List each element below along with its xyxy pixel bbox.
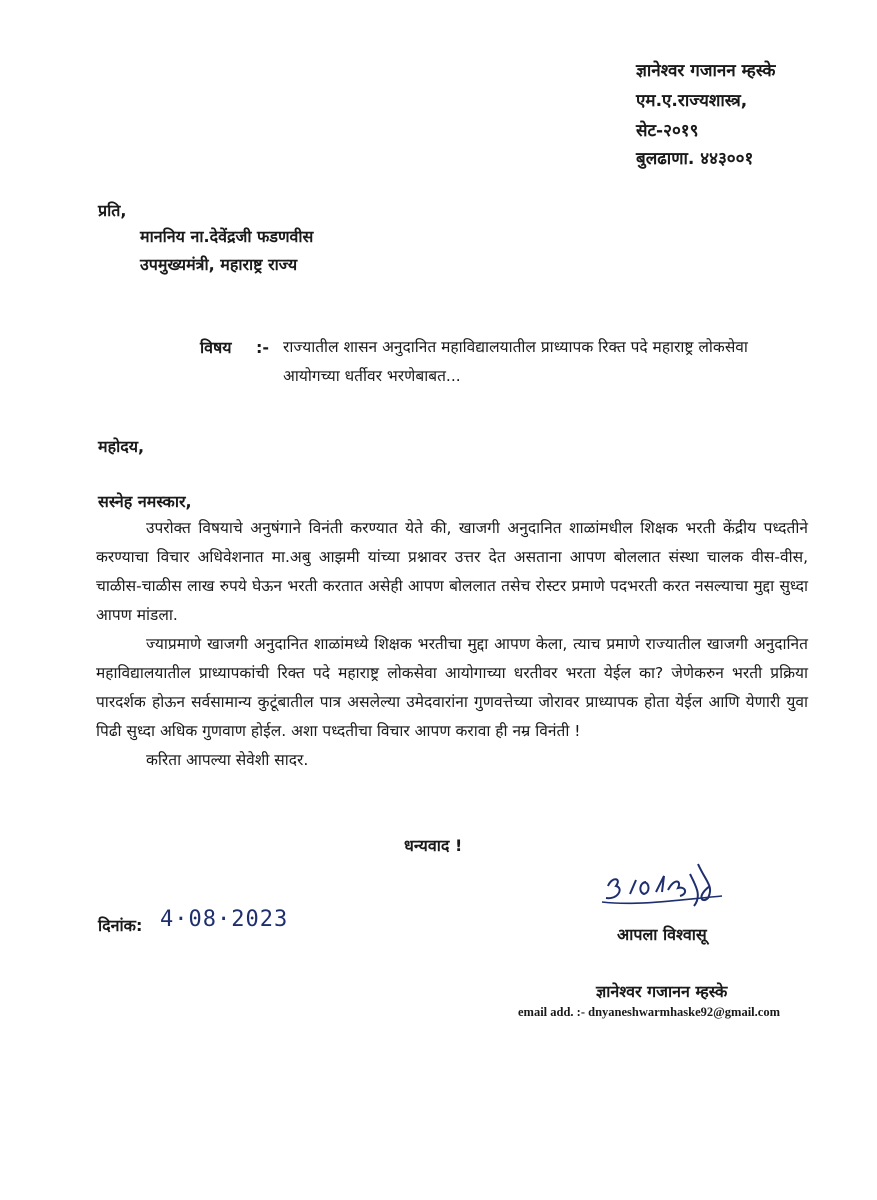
- paragraph-1-text: उपरोक्त विषयाचे अनुषंगाने विनंती करण्यात येते की, खाजगी अनुदानित शाळांमधील शिक्षक भरती केंद्रीय पध्दतीने करण्याचा विचार अधिवेशनात मा.अबु आझमी यांच्या प्रश्नावर उत्तर देत असताना आपण बोललात संस्था चालक वीस-वीस, चाळीस-चाळीस लाख रुपये घेऊन भरती करतात असेही आपण बोललात तसेच रोस्टर प्रमाणे पदभरती करत नसल्याचा मुद्दा सुध्दा आपण मांडला.: [96, 519, 808, 624]
- sender-address: बुलढाणा. ४४३००१: [636, 149, 754, 169]
- greeting: महोदय,: [98, 437, 145, 456]
- thanks: धन्यवाद !: [404, 836, 463, 855]
- subject-separator: :-: [256, 338, 270, 357]
- subject-line-1: राज्यातील शासन अनुदानित महाविद्यालयातील प्राध्यापक रिक्त पदे महाराष्ट्र लोकसेवा: [283, 338, 748, 356]
- date-value: 4·08·2023: [160, 907, 289, 932]
- signature-image: [598, 856, 728, 916]
- subject-label: विषय: [200, 338, 232, 357]
- yours-faithfully: आपला विश्वासू: [617, 925, 707, 944]
- paragraph-1: [96, 514, 808, 630]
- recipient-name: माननिय ना.देवेंद्रजी फडणवीस: [140, 227, 314, 246]
- closing-line: करिता आपल्या सेवेशी सादर.: [146, 751, 309, 769]
- recipient-designation: उपमुख्यमंत्री, महाराष्ट्र राज्य: [140, 255, 298, 274]
- date-label: दिनांक:: [98, 916, 143, 935]
- paragraph-2-text: ज्याप्रमाणे खाजगी अनुदानित शाळांमध्ये शिक्षक भरतीचा मुद्दा आपण केला, त्याच प्रमाणे राज्यातील खाजगी अनुदानित महाविद्यालयातील प्राध्यापकांची रिक्त पदे महाराष्ट्र लोकसेवा आयोगाच्या धरतीवर भरता येईल का? जेणेकरुन भरती प्रक्रिया पारदर्शक होऊन सर्वसामान्य कुटूंबातील पात्र असलेल्या उमेदवारांना गुणवत्तेच्या जोरावर प्राध्यापक होता येईल आणि येणारी युवा पिढी सुध्दा अधिक गुणवाण होईल. अशा पध्दतीचा विचार आपण करावा ही नम्र विनंती !: [96, 635, 808, 740]
- email-line: email add. :- dnyaneshwarmhaske92@gmail.com: [518, 1005, 780, 1019]
- to-label: प्रति,: [98, 201, 127, 220]
- namaskar: सस्नेह नमस्कार,: [98, 492, 192, 511]
- sender-name: ज्ञानेश्वर गजानन म्हस्के: [636, 61, 776, 81]
- sender-exam: सेट-२०१९: [636, 121, 699, 141]
- sender-qualification: एम.ए.राज्यशास्त्र,: [636, 91, 748, 111]
- signatory-name: ज्ञानेश्वर गजानन म्हस्के: [596, 982, 728, 1001]
- subject-line-2: आयोगच्या धर्तीवर भरणेबाबत...: [283, 367, 461, 385]
- paragraph-2: [96, 630, 808, 746]
